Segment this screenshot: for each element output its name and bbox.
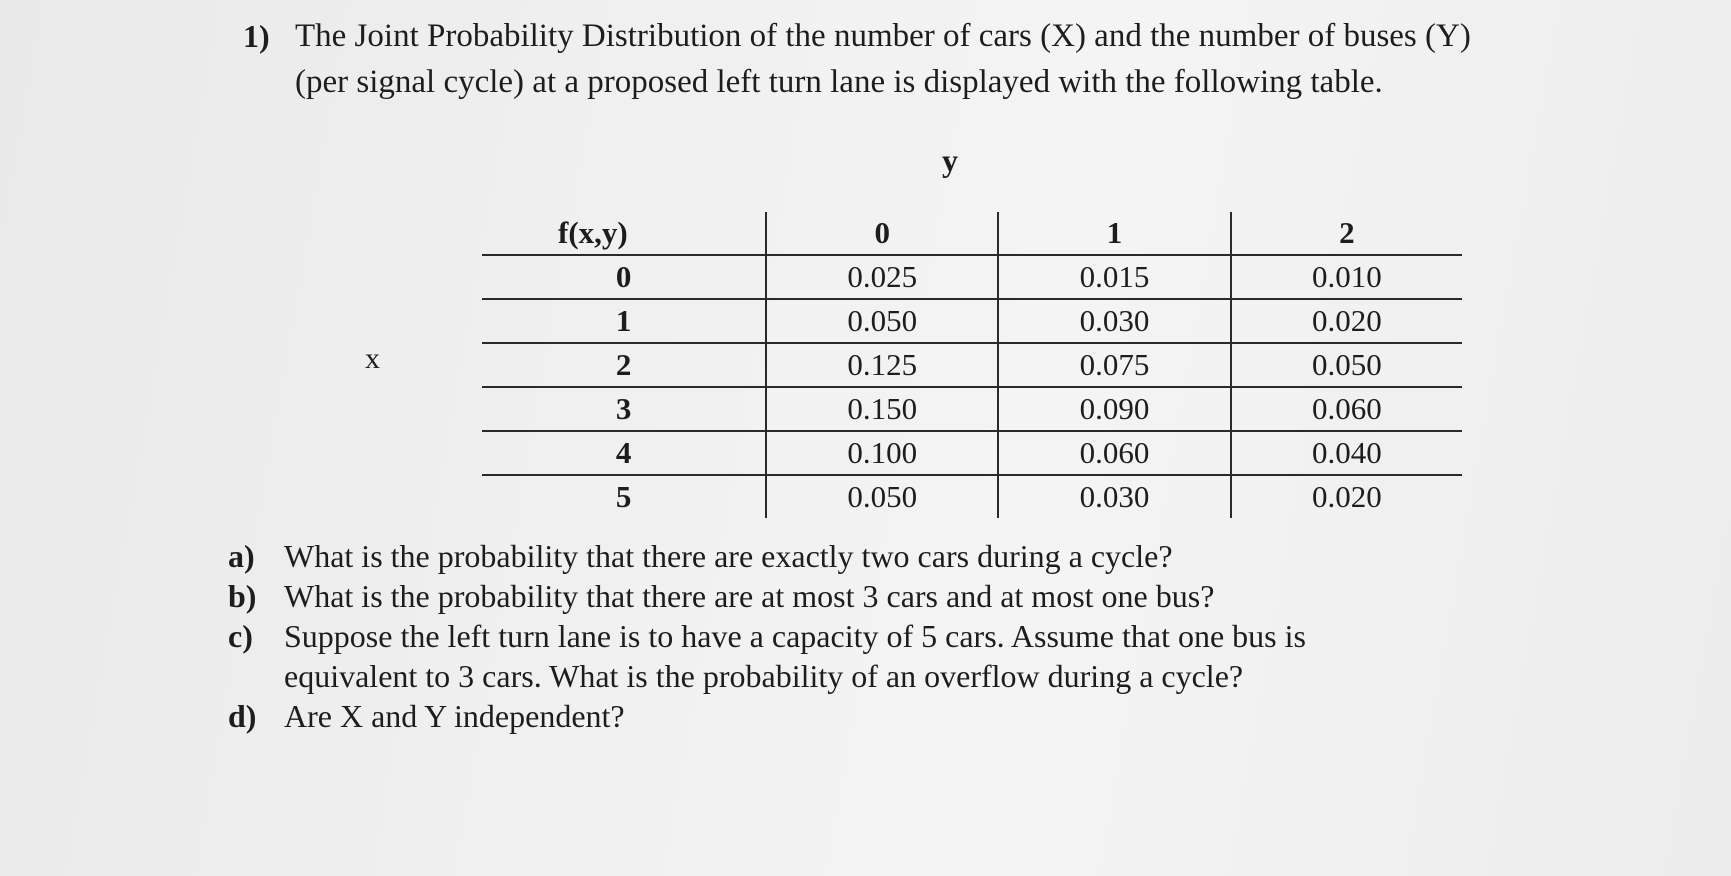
question-text: What is the probability that there are at most 3 cars and at most one bus? <box>284 578 1215 614</box>
y-axis-label: y <box>942 142 958 178</box>
table-cell: 0.050 <box>1231 343 1462 387</box>
table-cell: 0.030 <box>998 299 1230 343</box>
table-cell: 0.125 <box>766 343 998 387</box>
table-row <box>482 299 1462 343</box>
table-cell: 0.050 <box>766 299 998 343</box>
table-cell: 0.025 <box>766 255 998 299</box>
question-letter: d) <box>228 698 257 734</box>
table-row <box>482 387 1462 431</box>
row-header-x: 5 <box>482 475 766 518</box>
problem-number: 1) <box>243 18 270 54</box>
joint-probability-table <box>482 212 1462 518</box>
x-axis-label: x <box>365 342 380 375</box>
table-cell: 0.060 <box>998 431 1230 475</box>
question-letter: c) <box>228 618 253 654</box>
table-header-row <box>482 212 1462 255</box>
column-header-y1: 1 <box>998 212 1230 255</box>
table-cell: 0.040 <box>1231 431 1462 475</box>
table-cell: 0.060 <box>1231 387 1462 431</box>
question-text: Suppose the left turn lane is to have a capacity of 5 cars. Assume that one bus is <box>284 618 1306 654</box>
table-row <box>482 431 1462 475</box>
row-header-x: 0 <box>482 255 766 299</box>
table-row <box>482 255 1462 299</box>
column-header-y2: 2 <box>1231 212 1462 255</box>
column-header-y0: 0 <box>766 212 998 255</box>
question-text: Are X and Y independent? <box>284 698 625 734</box>
question-text: What is the probability that there are exactly two cars during a cycle? <box>284 538 1173 574</box>
table-corner-label: f(x,y) <box>482 212 766 255</box>
question-letter: a) <box>228 538 255 574</box>
table-cell: 0.075 <box>998 343 1230 387</box>
table-cell: 0.015 <box>998 255 1230 299</box>
table-cell: 0.150 <box>766 387 998 431</box>
table-cell: 0.090 <box>998 387 1230 431</box>
table-row <box>482 475 1462 518</box>
table-cell: 0.030 <box>998 475 1230 518</box>
table-cell: 0.010 <box>1231 255 1462 299</box>
question-letter: b) <box>228 578 257 614</box>
problem-statement-line-2: (per signal cycle) at a proposed left turn lane is displayed with the following table. <box>295 64 1383 100</box>
row-header-x: 1 <box>482 299 766 343</box>
row-header-x: 4 <box>482 431 766 475</box>
table-cell: 0.020 <box>1231 299 1462 343</box>
problem-statement-line-1: The Joint Probability Distribution of the number of cars (X) and the number of buses (Y) <box>295 18 1471 54</box>
table-cell: 0.050 <box>766 475 998 518</box>
table-row <box>482 343 1462 387</box>
question-text: equivalent to 3 cars. What is the probability of an overflow during a cycle? <box>284 658 1244 694</box>
row-header-x: 2 <box>482 343 766 387</box>
row-header-x: 3 <box>482 387 766 431</box>
table-cell: 0.020 <box>1311 479 1382 514</box>
table-cell: 0.100 <box>766 431 998 475</box>
